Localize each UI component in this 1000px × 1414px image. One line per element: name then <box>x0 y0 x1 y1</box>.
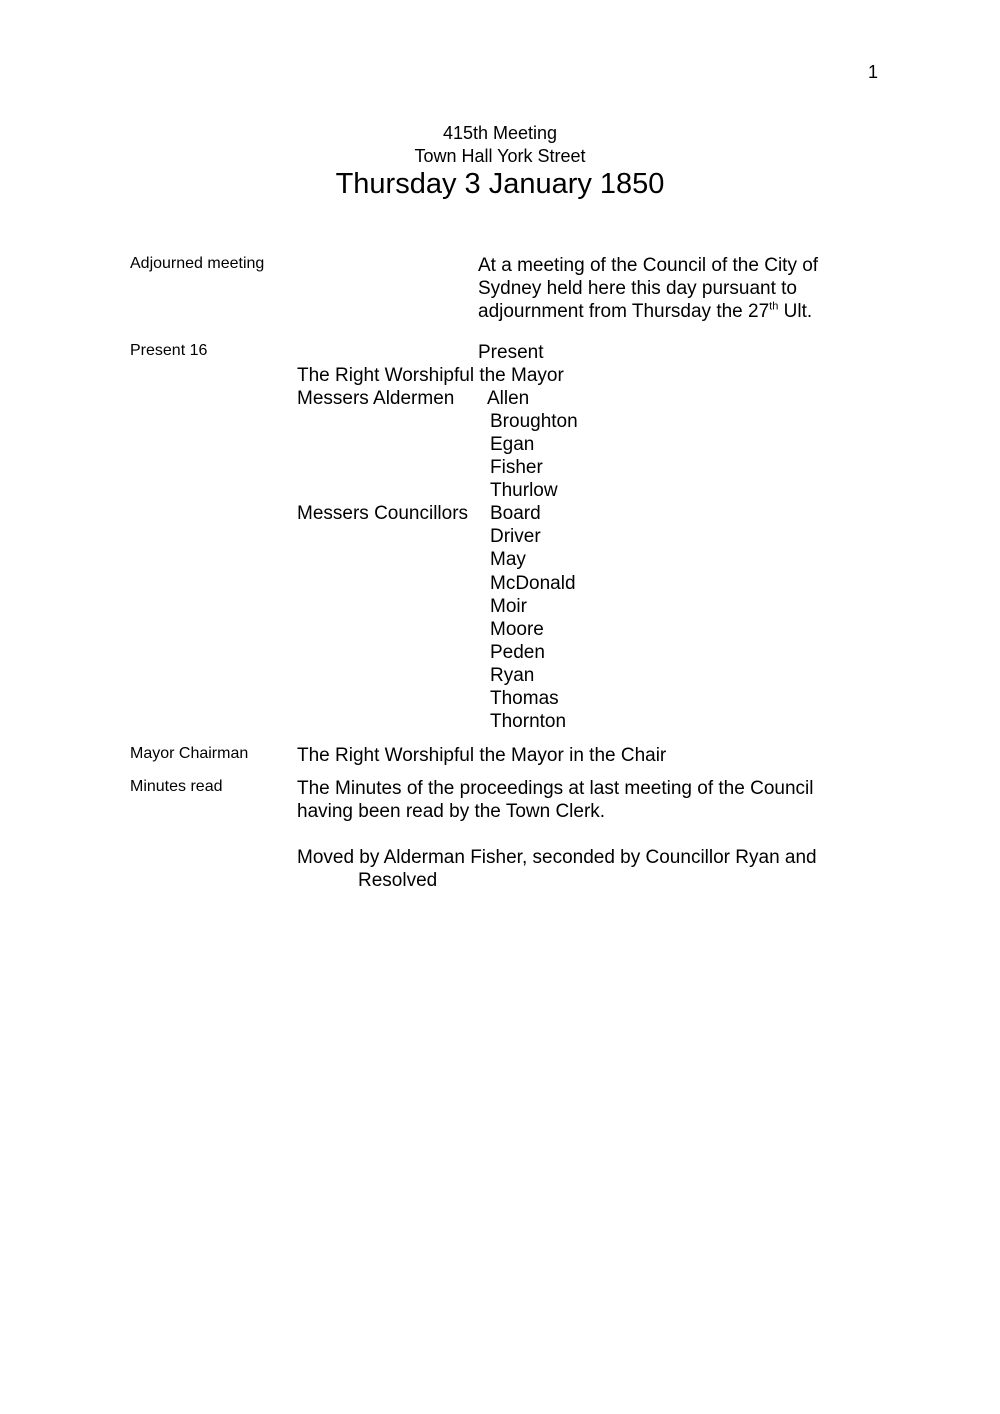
intro-line <box>478 300 818 323</box>
margin-note-minutes: Minutes read <box>130 778 223 795</box>
alderman-name: Egan <box>490 434 535 455</box>
resolved-label: Resolved <box>358 870 438 891</box>
councillor-name: Driver <box>490 526 541 547</box>
meeting-date: Thursday 3 January 1850 <box>335 168 665 200</box>
margin-note-present: Present 16 <box>130 342 208 359</box>
page-number: 1 <box>868 62 879 82</box>
intro-line-text: Ult. <box>778 301 813 322</box>
councillor-name: McDonald <box>490 573 576 594</box>
alderman-name: Broughton <box>490 411 578 432</box>
councillors-label: Messers Councillors <box>297 503 469 524</box>
ordinal-suffix: th <box>769 300 779 313</box>
margin-note-chairman: Mayor Chairman <box>130 745 249 762</box>
councillor-name: Board <box>490 503 541 524</box>
councillor-name: Peden <box>490 642 545 663</box>
alderman-name: Fisher <box>490 457 543 478</box>
councillor-name: Moore <box>490 619 544 640</box>
aldermen-label: Messers Aldermen <box>297 388 455 409</box>
alderman-name: Thurlow <box>490 480 558 501</box>
chair-statement: The Right Worshipful the Mayor in the Chair <box>297 745 667 766</box>
councillor-name: Thomas <box>490 688 559 709</box>
councillor-name: Ryan <box>490 665 535 686</box>
present-heading: Present <box>478 342 544 363</box>
intro-line: At a meeting of the Council of the City of <box>478 255 819 276</box>
margin-note-adjourned: Adjourned meeting <box>130 255 265 272</box>
alderman-name: Allen <box>487 388 530 409</box>
minutes-line: having been read by the Town Clerk. <box>297 801 606 822</box>
intro-paragraph <box>478 254 818 323</box>
motion-line: Moved by Alderman Fisher, seconded by Councillor Ryan and <box>297 847 817 868</box>
meeting-venue: Town Hall York Street <box>414 146 586 166</box>
intro-line: Sydney held here this day pursuant to <box>478 278 797 299</box>
councillor-name: Moir <box>490 596 527 617</box>
meeting-number: 415th Meeting <box>442 123 558 143</box>
councillor-name: May <box>490 549 526 570</box>
intro-line-text: adjournment from Thursday the 27 <box>478 301 770 322</box>
mayor-present-line: The Right Worshipful the Mayor <box>297 365 564 386</box>
minutes-line: The Minutes of the proceedings at last meeting of the Council <box>297 778 814 799</box>
minutes-paragraph <box>297 777 813 823</box>
councillor-name: Thornton <box>490 711 567 732</box>
